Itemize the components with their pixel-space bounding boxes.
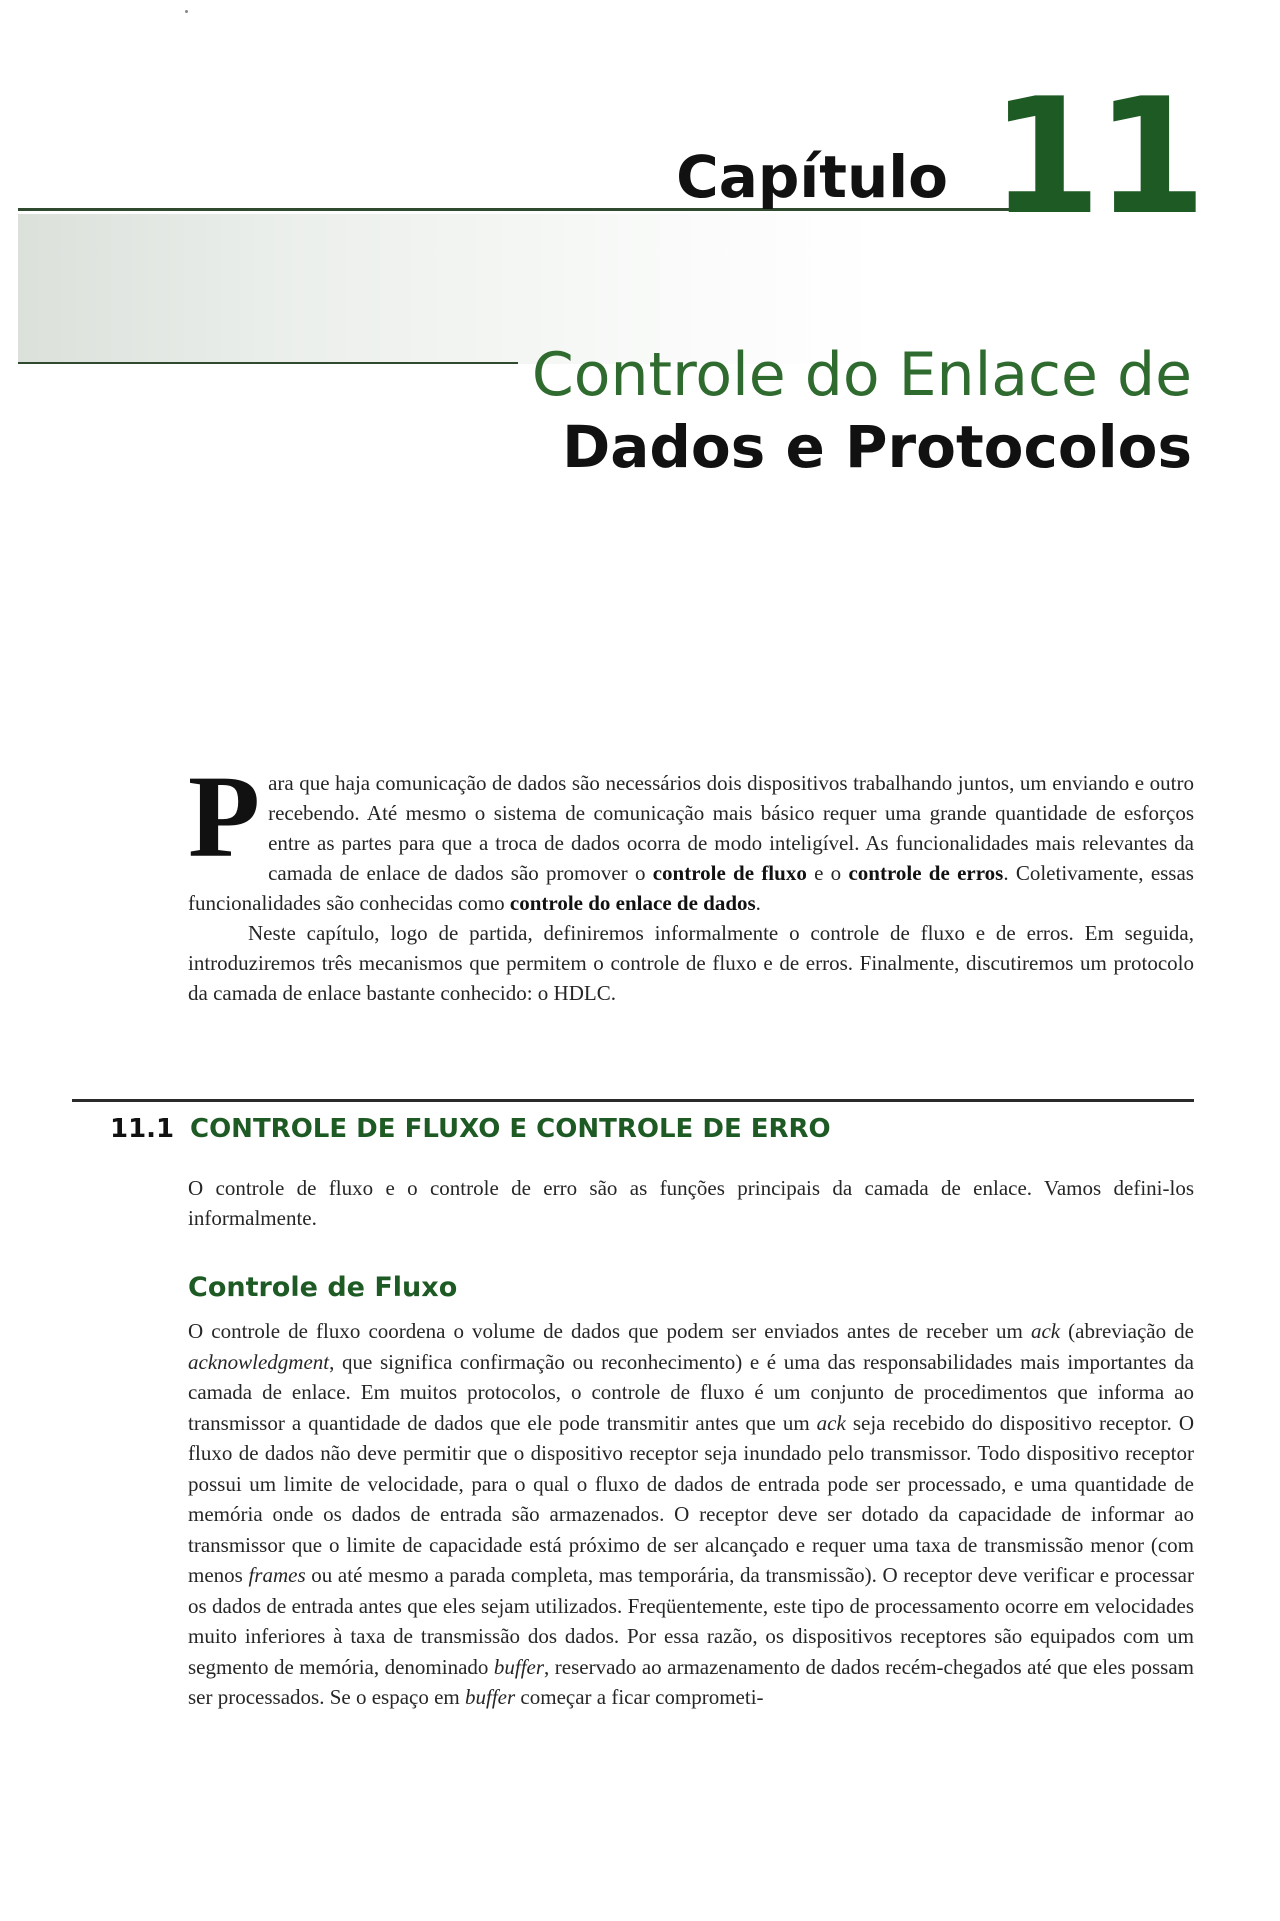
- term-buffer: buffer: [493, 1654, 545, 1679]
- intro-text-e: .: [755, 891, 761, 915]
- chapter-label: Capítulo: [676, 143, 948, 211]
- section-number: 11.1: [110, 1114, 175, 1144]
- section-title: CONTROLE DE FLUXO E CONTROLE DE ERRO: [190, 1114, 831, 1144]
- flow-control-block: [188, 1316, 1194, 1713]
- term-error-control: controle de erros: [848, 861, 1004, 885]
- section-intro-paragraph: O controle de fluxo e o controle de erro são as funções principais da camada de enlace. Vamos defini-los informalmente.: [188, 1176, 1194, 1230]
- flow-text-g: começar a ficar comprometi-: [515, 1685, 764, 1709]
- flow-text-e: ou até mesmo a parada completa, mas temporária, da transmissão). O receptor deve verificar e processar os dados de entrada antes que eles sejam utilizados. Freqüentemente, este tipo de processamento ocorre em velocidades muito inferiores à taxa de transmissão dos dados. Por essa razão, os dispositivos receptores são equipados com um segmento de memória, denominado: [188, 1563, 1194, 1679]
- term-buffer-2: buffer: [465, 1685, 516, 1709]
- flow-text-f: , reservado ao armazenamento de dados recém-chegados até que eles possam ser processados. Se o espaço em: [188, 1654, 1194, 1709]
- intro-paragraph-1: [188, 751, 1194, 918]
- term-flow-control: controle de fluxo: [652, 861, 807, 885]
- intro-text-a: ara que haja comunicação de dados são necessários dois dispositivos trabalhando juntos, um enviando e outro recebendo. Até mesmo o sistema de comunicação mais básico requer uma grande quantidade de esforços entre as partes para que a troca de dados ocorra de modo inteligível. As funcionalidades mais relevantes da camada de enlace de dados são promover o: [268, 771, 1194, 885]
- flow-control-paragraph: [188, 1316, 1194, 1713]
- flow-text-c: , que significa confirmação ou reconhecimento) e é uma das responsabilidades mais importantes da camada de enlace. Em muitos protocolos, o controle de fluxo é um conjunto de procedimentos que informa ao transmissor a quantidade de dados que ele pode transmitir antes que um: [188, 1349, 1194, 1435]
- drop-cap: P: [188, 751, 261, 882]
- section-intro: [188, 1173, 1194, 1233]
- term-ack: ack: [1030, 1319, 1061, 1343]
- flow-text-b: (abreviação de: [1060, 1319, 1195, 1343]
- section-rule: [72, 1099, 1194, 1102]
- scan-speck: [185, 10, 188, 13]
- term-data-link-control: controle do enlace de dados: [509, 891, 756, 915]
- chapter-number: 11: [990, 63, 1201, 250]
- subheading-flow-control: Controle de Fluxo: [188, 1272, 458, 1303]
- header-rule-middle: [18, 362, 518, 364]
- flow-text-d: seja recebido do dispositivo receptor. O fluxo de dados não deve permitir que o dispositivo receptor seja inundado pelo transmissor. Todo dispositivo receptor possui um limite de velocidade, para o qual o fluxo de dados de entrada pode ser processado, e uma quantidade de memória onde os dados de entrada são armazenados. O receptor deve ser dotado da capacidade de informar ao transmissor que o limite de capacidade está próximo de ser alcançado e requer uma taxa de transmissão menor (com menos: [188, 1410, 1194, 1587]
- term-frames: frames: [248, 1563, 306, 1587]
- chapter-title-line1: Controle do Enlace de: [531, 340, 1192, 410]
- chapter-title-line2: Dados e Protocolos: [562, 413, 1192, 481]
- term-acknowledgment: acknowledgment: [188, 1349, 330, 1374]
- flow-text-a: O controle de fluxo coordena o volume de dados que podem ser enviados antes de receber um: [188, 1319, 1031, 1343]
- term-ack-2: ack: [816, 1410, 846, 1435]
- intro-text-c: e o: [806, 861, 849, 885]
- intro-block: [188, 751, 1194, 1008]
- intro-paragraph-2: Neste capítulo, logo de partida, definiremos informalmente o controle de fluxo e de erros. Em seguida, introduziremos três mecanismos que permitem o controle de fluxo e de erros. Finalmente, discutiremos um protocolo da camada de enlace bastante conhecido: o HDLC.: [188, 921, 1194, 1005]
- intro-text-d: . Coletivamente, essas funcionalidades são conhecidas como: [188, 861, 1194, 915]
